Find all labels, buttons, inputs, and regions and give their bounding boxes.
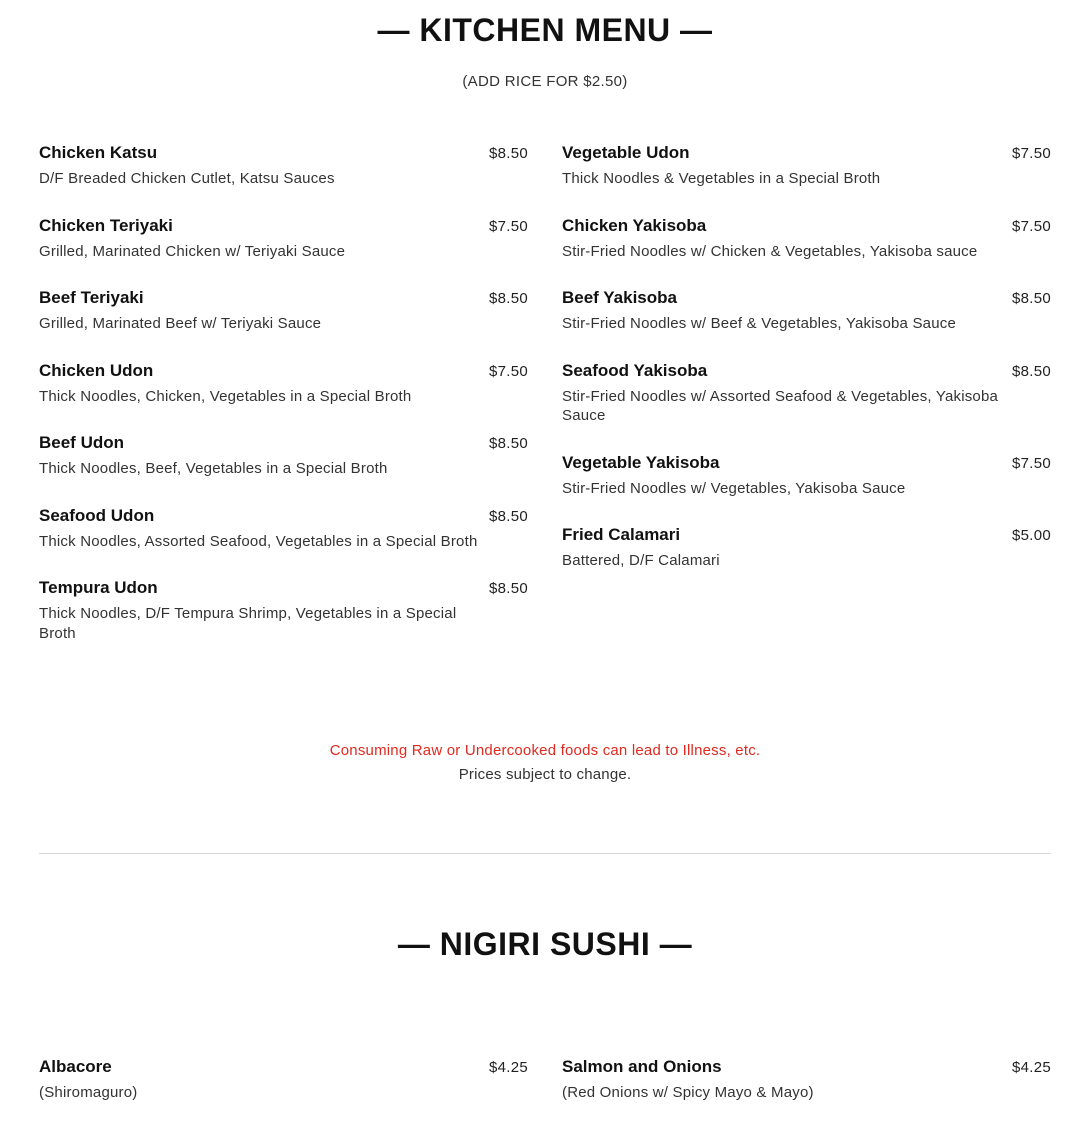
menu-item-name: Vegetable Yakisoba [562,452,720,472]
menu-item-price: $8.50 [488,580,528,597]
menu-item-description: (Red Onions w/ Spicy Mayo & Mayo) [562,1084,814,1101]
menu-item-name: Chicken Yakisoba [562,215,707,235]
menu-item [39,216,528,262]
menu-item [562,288,1051,334]
menu-item [39,143,528,189]
nigiri-sushi-title: — NIGIRI SUSHI — [397,926,693,962]
menu-item-price: $4.25 [488,1059,528,1076]
menu-item [562,453,1051,499]
menu-item-description: Stir-Fried Noodles w/ Chicken & Vegetables, Yakisoba sauce [562,242,978,260]
menu-item [39,1057,528,1103]
menu-item-name: Seafood Udon [39,505,155,525]
menu-item-name: Chicken Katsu [39,143,158,162]
menu-item-price: $8.50 [488,145,528,162]
menu-item-name: Albacore [39,1057,112,1076]
menu-item-description: Stir-Fried Noodles w/ Assorted Seafood & Vegetables, Yakisoba Sauce [562,387,999,424]
menu-item [39,433,528,479]
menu-item-name: Beef Yakisoba [562,288,677,307]
menu-item-price: $7.50 [1011,217,1051,235]
kitchen-menu-right-column [562,143,1051,598]
menu-item-price: $7.50 [1011,145,1051,162]
menu-item-price: $8.50 [488,507,528,525]
menu-item-name: Beef Teriyaki [39,288,144,307]
nigiri-right-column [562,1057,1051,1130]
menu-item [562,1057,1051,1103]
menu-item-price: $8.50 [1011,290,1051,307]
menu-notice [0,739,1090,787]
menu-item [39,288,528,334]
menu-item-description: Battered, D/F Calamari [562,552,720,569]
menu-item-description: Thick Noodles, Beef, Vegetables in a Special Broth [39,460,388,477]
menu-item-description: Thick Noodles, Chicken, Vegetables in a Special Broth [39,387,412,405]
menu-item-price: $7.50 [1011,454,1051,472]
kitchen-menu-title: — KITCHEN MENU — [377,12,713,48]
menu-item-name: Beef Udon [39,433,124,452]
menu-item-description: Grilled, Marinated Beef w/ Teriyaki Sauce [39,315,322,332]
menu-item-name: Fried Calamari [562,525,681,544]
menu-item-name: Chicken Teriyaki [39,215,173,235]
menu-item-name: Tempura Udon [39,578,158,597]
kitchen-menu-left-column [39,143,528,670]
menu-item [562,216,1051,262]
menu-item-price: $8.50 [488,290,528,307]
menu-item-description: Thick Noodles, Assorted Seafood, Vegetables in a Special Broth [39,532,478,550]
menu-item [39,361,528,407]
menu-item-price: $7.50 [488,217,528,235]
menu-item [562,143,1051,189]
add-rice-note: (ADD RICE FOR $2.50) [462,73,628,90]
menu-item-price: $4.25 [1011,1059,1051,1076]
prices-disclaimer: Prices subject to change. [458,766,632,783]
menu-item-name: Vegetable Udon [562,143,690,162]
menu-item [39,578,528,643]
menu-item [562,525,1051,571]
menu-item-description: Grilled, Marinated Chicken w/ Teriyaki Sauce [39,242,346,260]
menu-item [562,361,1051,426]
menu-item-name: Chicken Udon [39,360,154,380]
menu-item-price: $5.00 [1011,527,1051,544]
menu-item [39,506,528,552]
menu-item-price: $8.50 [488,435,528,452]
raw-food-warning: Consuming Raw or Undercooked foods can lead to Illness, etc. [329,742,761,759]
menu-item-description: D/F Breaded Chicken Cutlet, Katsu Sauces [39,170,335,187]
menu-item-description: Stir-Fried Noodles w/ Vegetables, Yakisoba Sauce [562,479,906,497]
menu-item-description: (Shiromaguro) [39,1084,138,1101]
menu-item-description: Thick Noodles, D/F Tempura Shrimp, Vegetables in a Special Broth [39,605,457,642]
menu-item-price: $8.50 [1011,362,1051,380]
menu-item-name: Salmon and Onions [562,1057,722,1076]
nigiri-left-column [39,1057,528,1130]
menu-item-description: Stir-Fried Noodles w/ Beef & Vegetables, Yakisoba Sauce [562,315,956,332]
section-divider [39,853,1051,854]
menu-item-description: Thick Noodles & Vegetables in a Special Broth [562,170,881,187]
menu-item-price: $7.50 [488,362,528,380]
menu-item-name: Seafood Yakisoba [562,360,708,380]
